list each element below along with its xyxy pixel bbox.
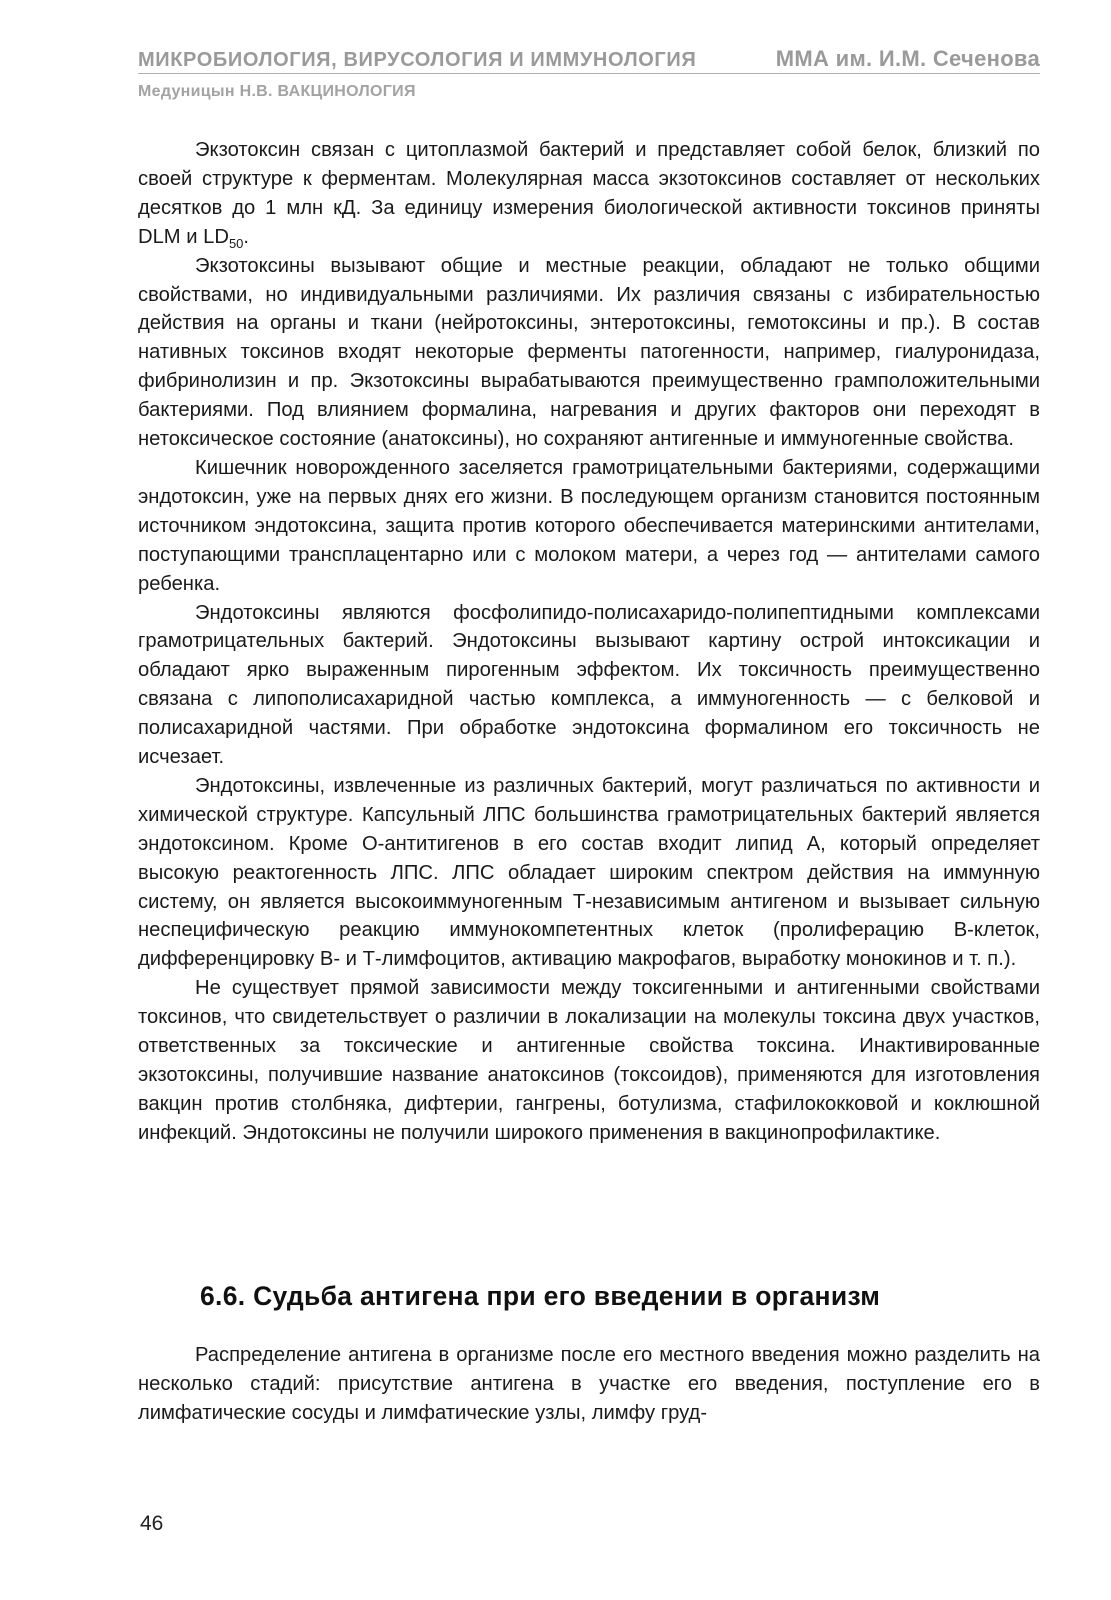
- paragraph-toxin-properties: Не существует прямой зависимости между токсигенными и антигенными свойствами токсинов, что свидетельствует о различии в локализации на молекулы токсина двух участков, ответственных за токсические и антигенные свойства токсина. Инактивированные экзотоксины, получившие название анатоксинов (токсоидов), применяются для изготовления вакцин против столбняка, дифтерии, гангрены, ботулизма, стафилококковой и коклюшной инфекций. Эндотоксины не получили широкого применения в вакцинопрофилактике.: [138, 977, 1040, 1144]
- paragraph-exotoxin-structure: Экзотоксин связан с цитоплазмой бактерий и представляет собой белок, близкий по своей структуре к ферментам. Молекулярная масса экзотоксинов составляет от нескольких десятков до 1 млн кД. За единицу измерения биологической активности токсинов приняты DLM и $LD_{50}$.: [138, 139, 1040, 251]
- header-top-row: [138, 46, 1040, 74]
- ld-subscript: 50: [228, 235, 244, 251]
- section-body: [138, 1341, 1040, 1428]
- paragraph-antigen-distribution: Распределение антигена в организме после его местного введения можно разделить на несколько стадий: присутствие антигена в участке его введения, поступление его в лимфатические сосуды и лимфатические узлы, лимфу груд-: [138, 1344, 1040, 1424]
- paragraph-newborn-intestine: Кишечник новорожденного заселяется грамотрицательными бактериями, содержащими эндотоксин, уже на первых днях его жизни. В последующем организм становится постоянным источником эндотоксина, защита против которого обеспечивается материнскими антителами, поступающими трансплацентарно или с молоком матери, а через год — антителами самого ребенка.: [138, 456, 1040, 595]
- paragraph-endotoxin-lps: Эндотоксины, извлеченные из различных бактерий, могут различаться по активности и химической структуре. Капсульный ЛПС большинства грамотрицательных бактерий является эндотоксином. Кроме О-антитигенов в его состав входит липид А, который определяет высокую реактогенность ЛПС. ЛПС обладает широким спектром действия на иммунную систему, он является высокоиммуногенным Т-независимым антигеном и вызывает сильную неспецифическую реакцию иммунокомпетентных клеток (пролиферацию В-клеток, дифференцировку В- и Т-лимфоцитов, активацию макрофагов, выработку монокинов и т. п.).: [138, 774, 1040, 971]
- page-number: 46: [140, 1512, 164, 1535]
- body-text: [138, 136, 1040, 1148]
- paragraph-exotoxin-reactions: Экзотоксины вызывают общие и местные реакции, обладают не только общими свойствами, но индивидуальными различиями. Их различия связаны с избирательностью действия на органы и ткани (нейротоксины, энтеротоксины, гемотоксины и пр.). В состав нативных токсинов входят некоторые ферменты патогенности, например, гиалуронидаза, фибринолизин и пр. Экзотоксины вырабатываются преимущественно грамположительными бактериями. Под влиянием формалина, нагревания и других факторов они переходят в нетоксическое состояние (анатоксины), но сохраняют антигенные и иммуногенные свойства.: [138, 254, 1040, 451]
- paragraph-endotoxin-complexes: Эндотоксины являются фосфолипидо-полисахаридо-полипептидными комплексами грамотрицательных бактерий. Эндотоксины вызывают картину острой интоксикации и обладают ярко выраженным пирогенным эффектом. Их токсичность преимущественно связана с липополисахаридной частью комплекса, а иммуногенность — с белковой и полисахаридной частями. При обработке эндотоксина формалином его токсичность не исчезает.: [138, 601, 1040, 769]
- header-subject: МИКРОБИОЛОГИЯ, ВИРУСОЛОГИЯ И ИММУНОЛОГИЯ: [138, 49, 697, 71]
- section-heading: 6.6. Судьба антигена при его введении в организм: [200, 1281, 881, 1311]
- header-book-title: Медуницын Н.В. ВАКЦИНОЛОГИЯ: [138, 83, 416, 100]
- header-institution: ММА им. И.М. Сеченова: [775, 46, 1040, 71]
- running-header: [138, 46, 1040, 101]
